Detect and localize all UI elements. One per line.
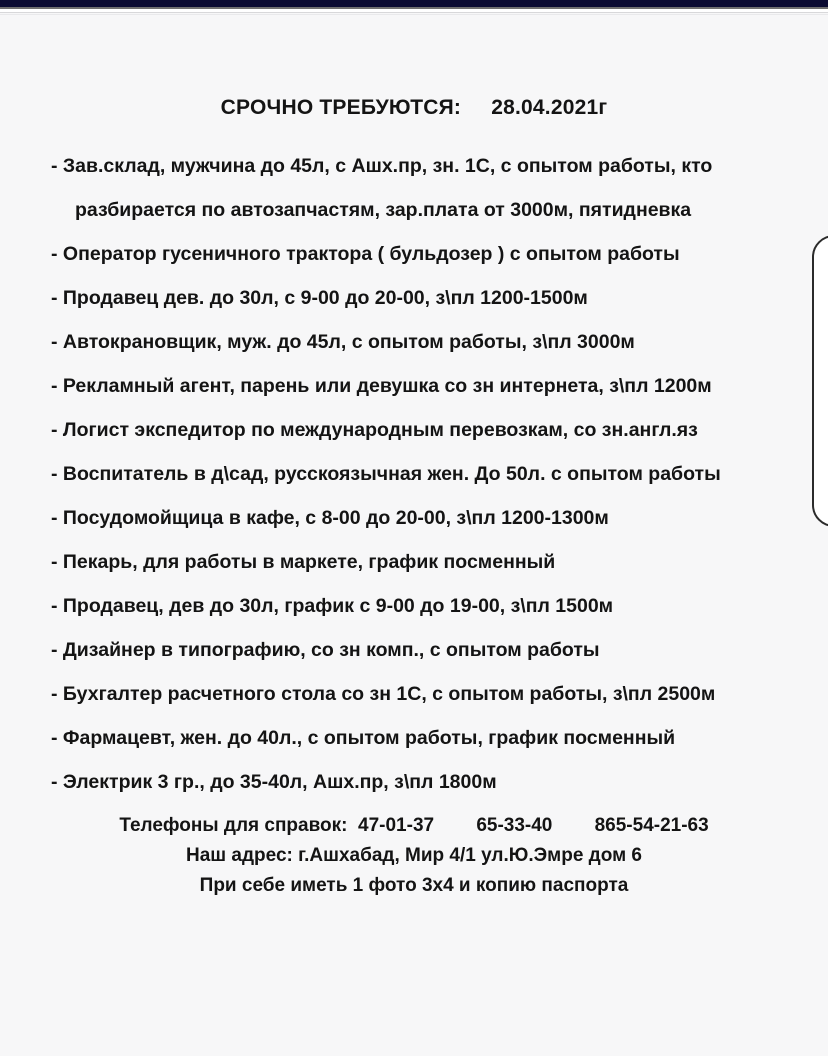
chrome-hairline-top	[0, 12, 828, 13]
vacancy-item: - Электрик 3 гр., до 35-40л, Ашх.пр, з\пл 1800м	[51, 771, 497, 793]
vacancy-item: - Пекарь, для работы в маркете, график посменный	[51, 551, 556, 573]
job-announcement-flyer	[0, 16, 828, 1056]
status-bar	[0, 0, 828, 7]
vacancy-item: - Оператор гусеничного трактора ( бульдозер ) с опытом работы	[51, 243, 680, 265]
vacancy-item: - Посудомойщица в кафе, с 8-00 до 20-00, з\пл 1200-1300м	[51, 507, 609, 529]
vacancy-item: - Фармацевт, жен. до 40л., с опытом работы, график посменный	[51, 727, 676, 749]
vacancy-item: - Продавец, дев до 30л, график с 9-00 до 19-00, з\пл 1500м	[51, 595, 614, 617]
vacancy-item: - Рекламный агент, парень или девушка со зн интернета, з\пл 1200м	[51, 375, 712, 397]
vacancy-item: - Дизайнер в типографию, со зн комп., с опытом работы	[51, 639, 600, 661]
page-title: СРОЧНО ТРЕБУЮТСЯ: 28.04.2021г	[220, 96, 608, 119]
requirements-line: При себе иметь 1 фото 3х4 и копию паспорта	[199, 875, 629, 896]
address-line: Наш адрес: г.Ашхабад, Мир 4/1 ул.Ю.Эмре дом 6	[186, 845, 642, 866]
vacancy-item: - Бухгалтер расчетного стола со зн 1С, с опытом работы, з\пл 2500м	[51, 683, 716, 705]
vacancy-item: - Воспитатель в д\сад, русскоязычная жен. До 50л. с опытом работы	[51, 463, 721, 485]
chrome-hairline-bottom	[0, 14, 828, 15]
vacancy-item: - Автокрановщик, муж. до 45л, с опытом работы, з\пл 3000м	[51, 331, 635, 353]
vacancy-item: - Продавец дев. до 30л, с 9-00 до 20-00, з\пл 1200-1500м	[51, 287, 588, 309]
vacancy-item: разбирается по автозапчастям, зар.плата от 3000м, пятидневка	[75, 199, 692, 221]
vacancy-item: - Логист экспедитор по международным перевозкам, со зн.англ.яз	[51, 419, 698, 441]
vacancy-list	[0, 144, 828, 804]
top-browser-chrome	[0, 0, 828, 16]
vacancy-item: - Зав.склад, мужчина до 45л, с Ашх.пр, зн. 1С, с опытом работы, кто	[51, 155, 713, 177]
phones-line: Телефоны для справок: 47-01-37 65-33-40 865-54-21-63	[119, 815, 709, 836]
contact-footer	[0, 811, 828, 901]
